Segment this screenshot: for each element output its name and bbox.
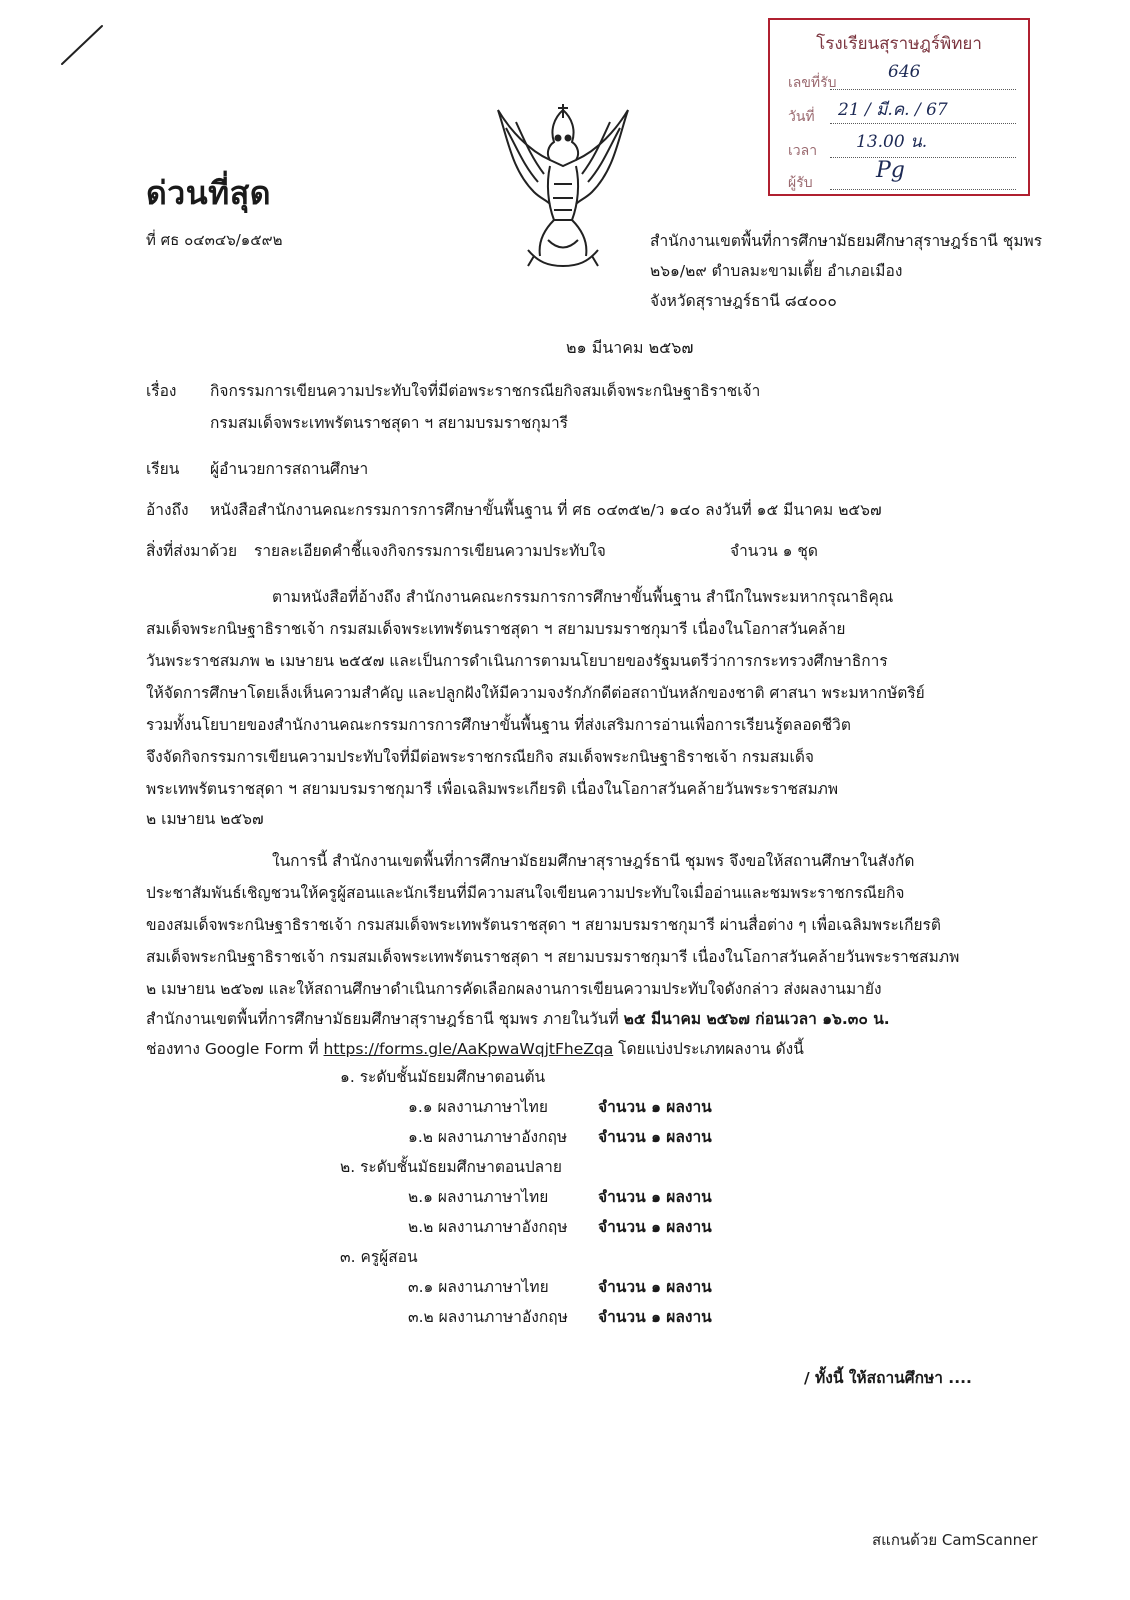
letter-date: ๒๑ มีนาคม ๒๕๖๗: [566, 338, 694, 357]
urgency-label: ด่วนที่สุด: [146, 174, 272, 212]
stamp-dotted-line: [830, 188, 1016, 190]
category-item-label: ๒.๒ ผลงานภาษาอังกฤษ: [408, 1218, 568, 1236]
subject-label: เรื่อง: [146, 382, 177, 400]
stamp-school-name: โรงเรียนสุราษฎร์พิทยา: [816, 34, 982, 54]
to-value: ผู้อำนวยการสถานศึกษา: [210, 460, 369, 478]
google-form-line: [146, 1036, 804, 1061]
category-item-label: ๒.๑ ผลงานภาษาไทย: [408, 1188, 549, 1206]
google-form-suffix: โดยแบ่งประเภทผลงาน ดังนี้: [613, 1040, 804, 1058]
enclosure-qty: จำนวน ๑ ชุด: [730, 542, 818, 560]
paragraph-1-line: รวมทั้งนโยบายของสำนักงานคณะกรรมการการศึกษาขั้นพื้นฐาน ที่ส่งเสริมการอ่านเพื่อการเรียนรู้ตลอดชีวิต: [146, 716, 851, 734]
paragraph-2-line: ของสมเด็จพระกนิษฐาธิราชเจ้า กรมสมเด็จพระเทพรัตนราชสุดา ฯ สยามบรมราชกุมารี ผ่านสื่อต่าง ๆ เพื่อเฉลิมพระเกียรติ: [146, 916, 941, 934]
stamp-dotted-line: [830, 156, 1016, 158]
stamp-date-value: 21 / มี.ค. / 67: [838, 100, 948, 120]
subject-line-1: กิจกรรมการเขียนความประทับใจที่มีต่อพระราชกรณียกิจสมเด็จพระกนิษฐาธิราชเจ้า: [210, 382, 761, 400]
deadline-line: [146, 1006, 890, 1031]
enclosure-label: สิ่งที่ส่งมาด้วย: [146, 542, 238, 560]
paragraph-2-line: ประชาสัมพันธ์เชิญชวนให้ครูผู้สอนและนักเรียนที่มีความสนใจเขียนความประทับใจเมื่ออ่านและชมพระราชกรณียกิจ: [146, 884, 905, 902]
sender-line-1: สำนักงานเขตพื้นที่การศึกษามัธยมศึกษาสุราษฎร์ธานี ชุมพร: [650, 232, 1043, 250]
category-item-qty: จำนวน ๑ ผลงาน: [598, 1308, 712, 1326]
paragraph-1-line: พระเทพรัตนราชสุดา ฯ สยามบรมราชกุมารี เพื่อเฉลิมพระเกียรติ เนื่องในโอกาสวันคล้ายวันพระราชสมภพ: [146, 780, 839, 798]
category-item-label: ๑.๑ ผลงานภาษาไทย: [408, 1098, 548, 1116]
category-item-qty: จำนวน ๑ ผลงาน: [598, 1278, 712, 1296]
paragraph-1-line: ให้จัดการศึกษาโดยเล็งเห็นความสำคัญ และปลูกฝังให้มีความจงรักภักดีต่อสถาบันหลักของชาติ ศาสนา พระมหากษัตริย์: [146, 684, 925, 702]
paragraph-2-line: ในการนี้ สำนักงานเขตพื้นที่การศึกษามัธยมศึกษาสุราษฎร์ธานี ชุมพร จึงขอให้สถานศึกษาในสังกัด: [272, 852, 915, 870]
reference-value: หนังสือสำนักงานคณะกรรมการการศึกษาขั้นพื้นฐาน ที่ ศธ ๐๔๓๕๒/ว ๑๔๐ ลงวันที่ ๑๕ มีนาคม ๒๕๖๗: [210, 501, 882, 519]
category-title: ๑. ระดับชั้นมัธยมศึกษาตอนต้น: [340, 1068, 546, 1086]
category-item-qty: จำนวน ๑ ผลงาน: [598, 1128, 712, 1146]
category-item-qty: จำนวน ๑ ผลงาน: [598, 1098, 712, 1116]
stamp-receive-no-label: เลขที่รับ: [788, 75, 837, 91]
sender-line-3: จังหวัดสุราษฎร์ธานี ๘๔๐๐๐: [650, 292, 837, 310]
continuation-note: / ทั้งนี้ ให้สถานศึกษา ....: [804, 1369, 972, 1387]
category-item-label: ๑.๒ ผลงานภาษาอังกฤษ: [408, 1128, 568, 1146]
scanner-watermark: สแกนด้วย CamScanner: [872, 1531, 1038, 1549]
to-label: เรียน: [146, 460, 180, 478]
paragraph-1-line: วันพระราชสมภพ ๒ เมษายน ๒๕๕๗ และเป็นการดำเนินการตามนโยบายของรัฐมนตรีว่าการกระทรวงศึกษาธิการ: [146, 652, 888, 670]
sender-line-2: ๒๖๑/๒๙ ตำบลมะขามเตี้ย อำเภอเมือง: [650, 262, 903, 280]
stamp-receiver-signature: Pg: [876, 158, 905, 183]
stamp-receive-no: 646: [888, 62, 921, 82]
reference-label: อ้างถึง: [146, 501, 189, 519]
paragraph-1-line: ตามหนังสือที่อ้างถึง สำนักงานคณะกรรมการการศึกษาขั้นพื้นฐาน สำนึกในพระมหากรุณาธิคุณ: [272, 588, 894, 606]
paragraph-2-line: สมเด็จพระกนิษฐาธิราชเจ้า กรมสมเด็จพระเทพรัตนราชสุดา ฯ สยามบรมราชกุมารี เนื่องในโอกาสวันคล้ายวันพระราชสมภพ: [146, 948, 960, 966]
deadline-date: ๒๕ มีนาคม ๒๕๖๗ ก่อนเวลา ๑๖.๓๐ น.: [623, 1010, 890, 1028]
stamp-time-label: เวลา: [788, 143, 818, 159]
stamp-receiver-label: ผู้รับ: [788, 175, 813, 191]
category-item-label: ๓.๑ ผลงานภาษาไทย: [408, 1278, 549, 1296]
stamp-dotted-line: [830, 88, 1016, 90]
google-form-link[interactable]: https://forms.gle/AaKpwaWqjtFheZqa: [323, 1040, 614, 1058]
category-title: ๓. ครูผู้สอน: [340, 1248, 418, 1266]
category-item-qty: จำนวน ๑ ผลงาน: [598, 1218, 712, 1236]
stamp-date-label: วันที่: [788, 109, 815, 125]
pen-mark: [58, 22, 108, 68]
category-item-label: ๓.๒ ผลงานภาษาอังกฤษ: [408, 1308, 568, 1326]
google-form-prefix: ช่องทาง Google Form ที่: [146, 1040, 324, 1058]
garuda-emblem-icon: [488, 100, 638, 270]
category-title: ๒. ระดับชั้นมัธยมศึกษาตอนปลาย: [340, 1158, 562, 1176]
paragraph-1-line: จึงจัดกิจกรรมการเขียนความประทับใจที่มีต่อพระราชกรณียกิจ สมเด็จพระกนิษฐาธิราชเจ้า กรมสมเด็จ: [146, 748, 814, 766]
stamp-time-value: 13.00 น.: [856, 132, 928, 152]
enclosure-value: รายละเอียดคำชี้แจงกิจกรรมการเขียนความประทับใจ: [254, 542, 606, 560]
subject-line-2: กรมสมเด็จพระเทพรัตนราชสุดา ฯ สยามบรมราชกุมารี: [210, 414, 568, 432]
paragraph-1-line: ๒ เมษายน ๒๕๖๗: [146, 810, 264, 828]
paragraph-1-line: สมเด็จพระกนิษฐาธิราชเจ้า กรมสมเด็จพระเทพรัตนราชสุดา ฯ สยามบรมราชกุมารี เนื่องในโอกาสวันคล้าย: [146, 620, 846, 638]
receive-stamp: [768, 18, 1030, 196]
deadline-prefix: สำนักงานเขตพื้นที่การศึกษามัธยมศึกษาสุราษฎร์ธานี ชุมพร ภายในวันที่: [146, 1010, 624, 1028]
category-item-qty: จำนวน ๑ ผลงาน: [598, 1188, 712, 1206]
document-number: ที่ ศธ ๐๔๓๔๖/๑๕๙๒: [146, 231, 283, 249]
paragraph-2-line: ๒ เมษายน ๒๕๖๗ และให้สถานศึกษาดำเนินการคัดเลือกผลงานการเขียนความประทับใจดังกล่าว ส่งผลงานมายัง: [146, 980, 882, 998]
